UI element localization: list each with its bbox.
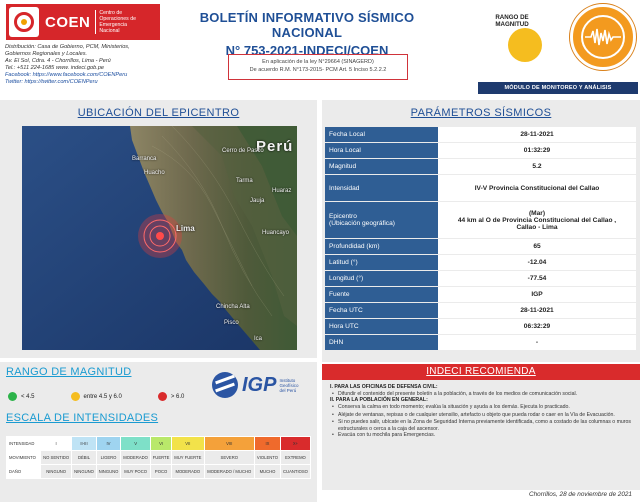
intensity-cell: FUERTE (151, 451, 172, 465)
param-key: DHN (325, 335, 438, 350)
seismic-parameters-panel (322, 100, 640, 362)
bulletin-date: Chorrillos, 28 de noviembre de 2021 (528, 491, 632, 498)
epicenter-map[interactable] (22, 126, 297, 350)
magnitude-range-label: RANGO DE MAGNITUD (495, 14, 529, 28)
intensity-cell: POCO (151, 465, 172, 479)
coen-subtitle: Centro de Operaciones de Emergencia Nacional (95, 10, 145, 34)
intensity-cell: NINGUNO (72, 465, 97, 479)
contact-line: Av. El Sol, Cdra. 4 - Chorrillos, Lima - Perú (5, 58, 111, 64)
intensity-cell: IV (96, 437, 121, 451)
param-key-line: Epicentro (329, 213, 357, 220)
seismograph-icon (581, 15, 625, 59)
intensity-cell: NO SENTIDO (41, 451, 72, 465)
intensity-cell: MUCHO (255, 465, 281, 479)
map-label-lima: Lima (176, 224, 195, 233)
igp-subtitle: Instituto Geofísico del Perú (279, 377, 299, 393)
table-row (7, 465, 311, 479)
param-value-line: Callao - Lima (516, 223, 558, 231)
intensity-cell: CUANTIOSO (280, 465, 310, 479)
igp-wordmark: IGP (242, 373, 277, 396)
magnitude-range-heading: RANGO DE MAGNITUD (6, 366, 132, 378)
module-banner: MÓDULO DE MONITOREO Y ANÁLISIS (478, 82, 638, 94)
table-row (7, 451, 311, 465)
recommendations-heading: INDECI RECOMIENDA (322, 364, 640, 380)
epicenter-panel (0, 100, 317, 358)
map-label-jauja: Jauja (250, 198, 265, 204)
map-label-cerro-de-pasco: Cerro de Pasco (222, 148, 264, 154)
intensity-cell: MODERADO (172, 465, 204, 479)
intensity-cell: IX (255, 437, 281, 451)
rec-item: • Evacúa con tu mochila para Emergencias. (330, 432, 632, 439)
rec-item: • Si no puedes salir, ubícate en la Zona de Seguridad Interna previamente identificada, como a costado de las columnas o muros estructurales o cerca a la caja del ascensor. (330, 419, 632, 432)
param-value: IGP (438, 287, 636, 302)
table-row (325, 202, 636, 238)
magnitude-legend (8, 392, 220, 401)
title-line-2: N° 753-2021-INDECI/COEN (225, 43, 389, 58)
param-value: 28-11-2021 (438, 303, 636, 318)
intensity-cell: NINGUNO (41, 465, 72, 479)
contact-line: Distribución: Casa de Gobierno, PCM, Ministerios, (5, 44, 130, 50)
intensity-cell: VIII (204, 437, 255, 451)
green-dot-icon (8, 392, 17, 401)
intensity-cell: II-III (72, 437, 97, 451)
intensity-cell: MUY POCO (121, 465, 151, 479)
param-key: Hora UTC (325, 319, 438, 334)
intensity-cell: I (41, 437, 72, 451)
param-key-line: (Ubicación geográfica) (329, 220, 395, 227)
recommendations-panel (322, 364, 640, 490)
map-label-pisco: Pisco (224, 320, 239, 326)
rec-item: • Aléjate de ventanas, repisas o de cualquier utensilio, artefacto u objeto que pueda rodar o caer en la Vía de Evacuación. (330, 412, 632, 419)
intensity-cell: SEVERO (204, 451, 255, 465)
table-row (325, 335, 636, 350)
intensity-cell: LIGERO (96, 451, 121, 465)
legend-item-mid (71, 392, 122, 401)
rec-item: • Difundir el contenido del presente boletín a la población, a través de los medios de comunicación social. (330, 391, 632, 398)
legend-label: entre 4.5 y 6.0 (83, 393, 122, 400)
table-row (325, 303, 636, 318)
param-key: Longitud (°) (325, 271, 438, 286)
intensity-scale-heading: ESCALA DE INTENSIDADES (6, 412, 159, 424)
intensity-cell: VII (172, 437, 204, 451)
param-key: Latitud (°) (325, 255, 438, 270)
twitter-link[interactable]: Twitter: https://twitter.com/COENPeru (5, 79, 98, 85)
map-graphic (22, 126, 297, 350)
yellow-dot-icon (71, 392, 80, 401)
intensity-row-label: DAÑO (7, 465, 41, 479)
intensity-cell: NINGUNO (96, 465, 121, 479)
map-label-huaraz: Huaraz (272, 188, 292, 194)
red-dot-icon (158, 392, 167, 401)
table-row (325, 271, 636, 286)
contact-line: Gobiernos Regionales y Locales. (5, 51, 88, 57)
table-row (7, 437, 311, 451)
param-value: -77.54 (438, 271, 636, 286)
param-value: 01:32:29 (438, 143, 636, 158)
param-value: 28-11-2021 (438, 127, 636, 142)
contact-line: Tel.: +511 224-1685 www. indeci.gob.pe (5, 65, 105, 71)
magnitude-indicator-dot (508, 28, 542, 62)
legend-panel (0, 362, 317, 502)
intensity-cell: X+ (280, 437, 310, 451)
param-key: Profundidad (km) (325, 239, 438, 254)
param-key: Fuente (325, 287, 438, 302)
rec-section-title: II. PARA LA POBLACIÓN EN GENERAL: (330, 397, 428, 404)
law-line-1: En aplicación de la ley N°29664 (SINAGERD) (262, 59, 374, 65)
param-key: Intensidad (325, 175, 438, 201)
param-key: Fecha UTC (325, 303, 438, 318)
coen-wordmark: COEN (45, 13, 91, 31)
intensity-row-label: MOVIMIENTO (7, 451, 41, 465)
param-value: 5.2 (438, 159, 636, 174)
map-label-huacho: Huacho (144, 170, 165, 176)
map-label-barranca: Barranca (132, 156, 157, 162)
igp-logo (212, 372, 305, 398)
param-value: 65 (438, 239, 636, 254)
table-row (325, 287, 636, 302)
table-row (325, 127, 636, 142)
table-row (325, 255, 636, 270)
bulletin-header (0, 0, 640, 96)
param-value: - (438, 335, 636, 350)
map-label-ica: Ica (254, 336, 263, 342)
parameters-heading: PARÁMETROS SÍSMICOS (410, 107, 552, 119)
bulletin-title (172, 10, 442, 58)
intensity-cell: MODERADO (121, 451, 151, 465)
coen-emblem-icon (9, 7, 39, 37)
intensity-row-label: INTENSIDAD (7, 437, 41, 451)
legend-label: < 4.5 (21, 393, 35, 400)
intensity-cell: VI (151, 437, 172, 451)
param-value: 06:32:29 (438, 319, 636, 334)
param-value: -12.04 (438, 255, 636, 270)
intensity-cell: MUY FUERTE (172, 451, 204, 465)
map-label-country: Perú (256, 138, 294, 155)
map-label-huancayo: Huancayo (262, 230, 290, 236)
param-value-line: 44 km al O de Provincia Constitucional del Callao , (457, 216, 617, 224)
intensity-cell: MODERADO / MUCHO (204, 465, 255, 479)
contact-info (5, 44, 180, 86)
rec-section-title: I. PARA LAS OFICINAS DE DEFENSA CIVIL: (330, 384, 438, 390)
param-key: Hora Local (325, 143, 438, 158)
table-row (325, 175, 636, 201)
indeci-logo (570, 4, 636, 70)
legend-item-high (158, 392, 185, 401)
facebook-link[interactable]: Facebook: https://www.facebook.com/COENPeru (5, 72, 128, 78)
param-value: IV-V Provincia Constitucional del Callao (438, 175, 636, 201)
table-row (325, 143, 636, 158)
igp-globe-icon (212, 372, 238, 398)
intensity-cell: V (121, 437, 151, 451)
param-value-line: (Mar) (528, 209, 546, 217)
table-row (325, 239, 636, 254)
table-row (325, 159, 636, 174)
param-key: Fecha Local (325, 127, 438, 142)
intensity-cell: DÉBIL (72, 451, 97, 465)
coen-logo (6, 4, 160, 40)
law-reference-box (228, 54, 408, 80)
legend-item-low (8, 392, 35, 401)
recommendations-body (322, 380, 640, 439)
epicenter-marker (138, 214, 182, 258)
map-label-tarma: Tarma (236, 178, 253, 184)
intensity-scale-table (6, 436, 311, 479)
param-key (325, 202, 438, 238)
intensity-cell: EXTREMO (280, 451, 310, 465)
param-key: Magnitud (325, 159, 438, 174)
intensity-cell: VIOLENTO (255, 451, 281, 465)
param-value (438, 202, 636, 238)
title-line-1: BOLETÍN INFORMATIVO SÍSMICO NACIONAL (199, 10, 415, 40)
rec-item: • Conserva la calma en todo momento; evalúa la situación y ayuda a los demás. Ejecuta lo practicado. (330, 404, 632, 411)
map-label-chincha: Chincha Alta (216, 304, 250, 310)
parameters-table (325, 126, 636, 351)
law-line-2: De acuerdo R.M. N°173-2015- PCM Art. 5 Inciso 5.2.2.2 (249, 66, 387, 73)
legend-label: > 6.0 (170, 393, 185, 400)
table-row (325, 319, 636, 334)
epicenter-heading: UBICACIÓN DEL EPICENTRO (77, 107, 240, 119)
